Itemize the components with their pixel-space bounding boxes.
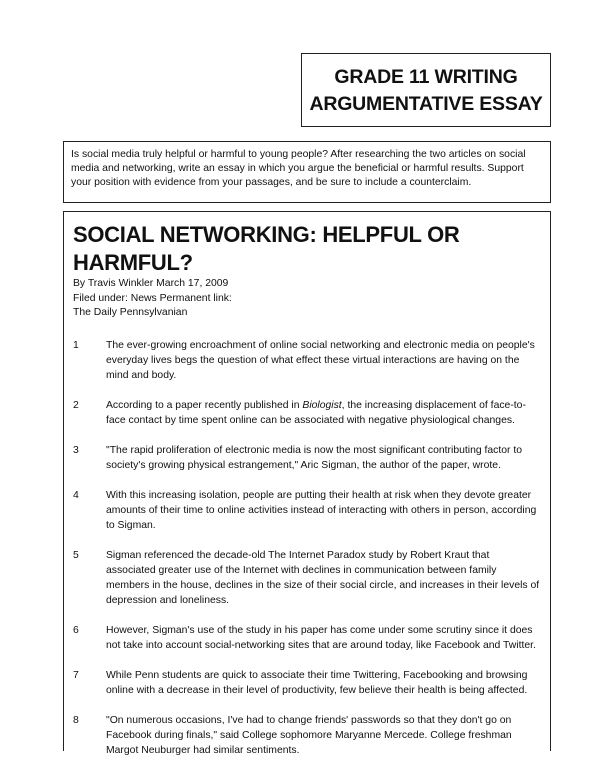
journal-name: Biologist (302, 399, 342, 411)
paragraph-text (106, 398, 541, 428)
paragraph (73, 443, 541, 473)
title-line-2: ARGUMENTATIVE ESSAY (309, 93, 543, 115)
paragraph-text: While Penn students are quick to associate their time Twittering, Facebooking and browsing online with a decrease in their level of productivity, few believe their health is being affected. (106, 669, 528, 696)
paragraph-text: With this increasing isolation, people are putting their health at risk when they devote greater amounts of their time to online activities instead of interacting with others in person, according to Sigman. (106, 489, 537, 531)
paragraph-text-before: According to a paper recently published in (106, 399, 303, 411)
paragraph (73, 548, 541, 608)
paragraph (73, 713, 541, 758)
paragraph (73, 623, 541, 653)
paragraph (73, 488, 541, 533)
title-box (301, 53, 551, 127)
paragraph-text: "The rapid proliferation of electronic media is now the most significant contributing factor to society's growing physical estrangement," Aric Sigman, the author of the paper, wrote. (106, 444, 523, 471)
article-paragraphs (73, 338, 541, 758)
paragraph (73, 398, 541, 428)
paragraph (73, 668, 541, 698)
article-filed-under: Filed under: News Permanent link: (73, 292, 232, 304)
article-source: The Daily Pennsylvanian (73, 307, 188, 318)
paragraph-number: 7 (73, 669, 79, 681)
paragraph-number: 8 (73, 714, 79, 726)
paragraph-number: 5 (73, 549, 79, 561)
paragraph-number: 1 (73, 339, 79, 351)
paragraph-text: "On numerous occasions, I've had to change friends' passwords so that they don't go on Facebook during finals," said College sophomore Maryanne Mercede. College freshman Margot Neuburger had similar sentiments. (106, 714, 512, 756)
article-box (63, 211, 551, 756)
prompt-text: Is social media truly helpful or harmful to young people? After researching the two articles on social media and networking, write an essay in which you argue the beneficial or harmful results. Support your position with evidence from your passages, and be sure to include a counterclaim. (71, 149, 526, 188)
paragraph-text: The ever-growing encroachment of online social networking and electronic media on people's everyday lives begs the question of what effect these virtual interactions are having on the mind and body. (106, 339, 535, 381)
article-byline: By Travis Winkler March 17, 2009 (73, 278, 229, 289)
paragraph (73, 338, 541, 383)
paragraph-text: Sigman referenced the decade-old The Internet Paradox study by Robert Kraut that associated greater use of the Internet with declines in communication between family members in the house, declines in the size of their social circle, and increases in their levels of depression and loneliness. (106, 549, 540, 606)
paragraph-text-after: , the increasing displacement of face-to-face contact by time spent online can be associated with negative physiological changes. (106, 399, 526, 426)
paragraph-number: 2 (73, 399, 79, 411)
paragraph-number: 4 (73, 489, 79, 501)
paragraph-number: 3 (73, 444, 79, 456)
title-line-1: GRADE 11 WRITING (334, 66, 518, 88)
article-headline: SOCIAL NETWORKING: HELPFUL OR HARMFUL? (73, 222, 460, 275)
prompt-box (63, 141, 551, 203)
paragraph-text: However, Sigman's use of the study in his paper has come under some scrutiny since it does not take into account social-networking sites that are around today, like Facebook and Twitter. (106, 624, 536, 651)
paragraph-number: 6 (73, 624, 79, 636)
